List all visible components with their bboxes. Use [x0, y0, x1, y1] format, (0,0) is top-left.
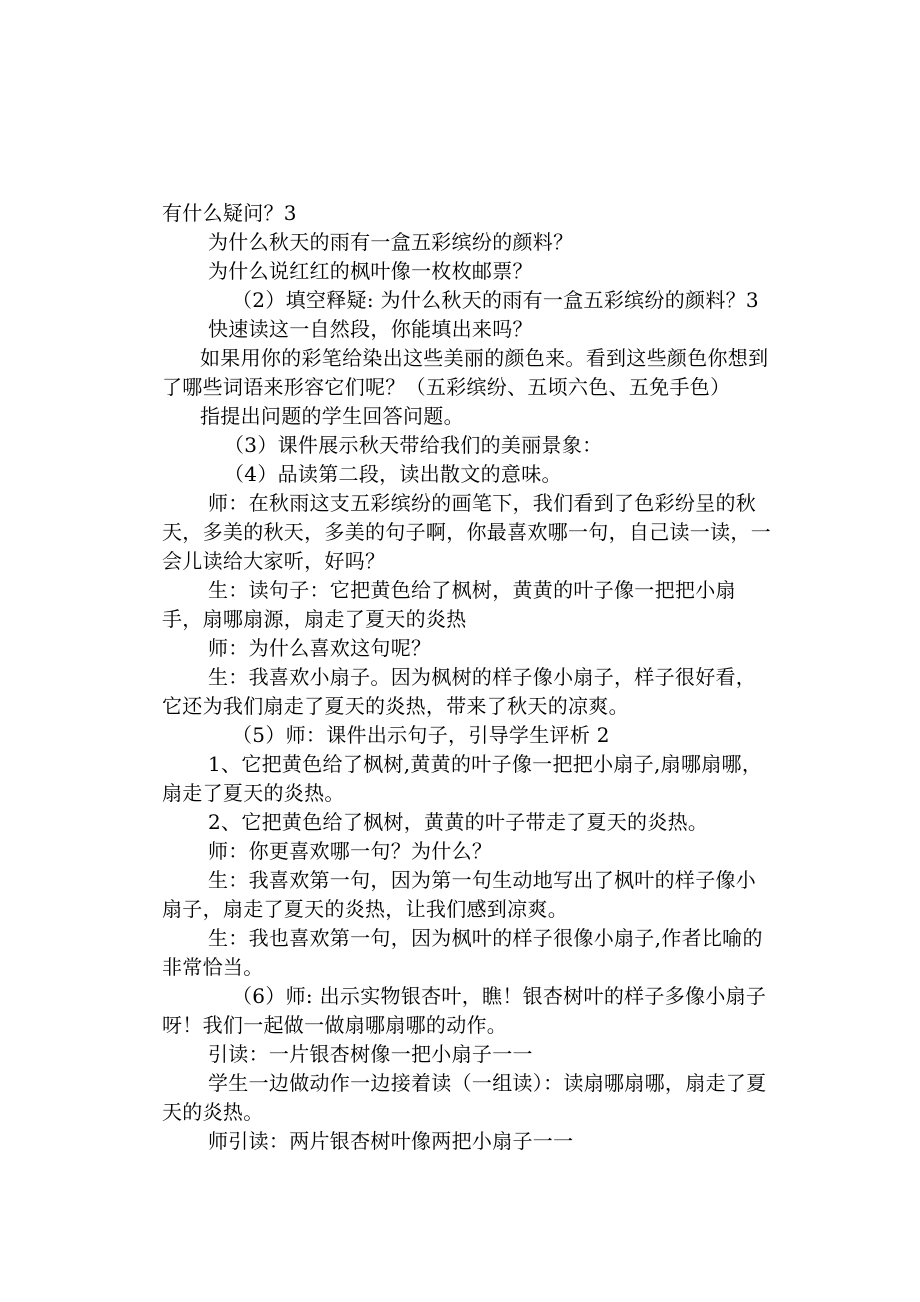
paragraph-lead-read-1: 引读：一片银杏树像一把小扇子一一 — [208, 1042, 533, 1066]
paragraph-student-action: 学生一边做动作一边接着读（一组读）：读扇哪扇哪，扇走了夏天的炎热。 — [162, 1071, 767, 1124]
paragraph-student-3: 生：我喜欢第一句，因为第一句生动地写出了枫叶的样子像小扇子，扇走了夏天的炎热，让我们感到凉爽。 — [162, 868, 757, 921]
paragraph-color-words: 如果用你的彩笔给染出这些美丽的颜色来。看到这些颜色你想到了哪些词语来形容它们呢？（五彩缤纷、五顷六色、五免手色） — [162, 346, 769, 399]
paragraph-answer-questions: 指提出问题的学生回答问题。 — [200, 404, 464, 428]
paragraph-quick-read: 快速读这一自然段，你能填出来吗？ — [208, 317, 533, 341]
paragraph-question-2: 为什么说红红的枫叶像一枚枚邮票？ — [208, 259, 533, 283]
paragraph-step-5: （5）师：课件出示句子，引导学生评析 2 — [232, 723, 610, 747]
paragraph-student-1: 生：读句子：它把黄色给了枫树，黄黄的叶子像一把把小扇手，扇哪扇源，扇走了夏天的炎热 — [162, 578, 736, 631]
paragraph-teacher-3: 师：你更喜欢哪一句？为什么？ — [208, 839, 493, 863]
paragraph-question-intro: 有什么疑问？3 — [162, 201, 297, 225]
paragraph-student-2: 生：我喜欢小扇子。因为枫树的样子像小扇子，样子很好看，它还为我们扇走了夏天的炎热，带来了秋天的凉爽。 — [162, 665, 757, 718]
paragraph-lead-read-2: 师引读：两片银杏树叶像两把小扇子一一 — [208, 1129, 574, 1153]
paragraph-sentence-2: 2、它把黄色给了枫树，黄黄的叶子带走了夏天的炎热。 — [208, 810, 709, 834]
paragraph-student-4: 生：我也喜欢第一句，因为枫叶的样子很像小扇子,作者比喻的非常恰当。 — [162, 926, 763, 979]
paragraph-sentence-1: 1、它把黄色给了枫树,黄黄的叶子像一把把小扇子,扇哪扇哪，扇走了夏天的炎热。 — [162, 752, 763, 805]
paragraph-step-6: （6）师: 出示实物银杏叶，瞧！银杏树叶的样子多像小扇子呀！我们一起做一做扇哪扇哪的动作。 — [162, 984, 767, 1037]
document-body — [162, 199, 772, 1156]
paragraph-teacher-1: 师：在秋雨这支五彩缤纷的画笔下，我们看到了色彩纷呈的秋天，多美的秋天，多美的句子啊，你最喜欢哪一句，自己读一读，一会儿读给大家听，好吗？ — [162, 491, 771, 573]
paragraph-step-2: （2）填空释疑: 为什么秋天的雨有一盒五彩缤纷的颜料？3 — [232, 288, 759, 312]
paragraph-step-3: （3）课件展示秋天带给我们的美丽景象： — [224, 433, 603, 457]
paragraph-teacher-2: 师：为什么喜欢这句呢？ — [208, 636, 432, 660]
paragraph-question-1: 为什么秋天的雨有一盒五彩缤纷的颜料？ — [208, 230, 574, 254]
paragraph-step-4: （4）品读第二段，读出散文的意味。 — [224, 462, 562, 486]
